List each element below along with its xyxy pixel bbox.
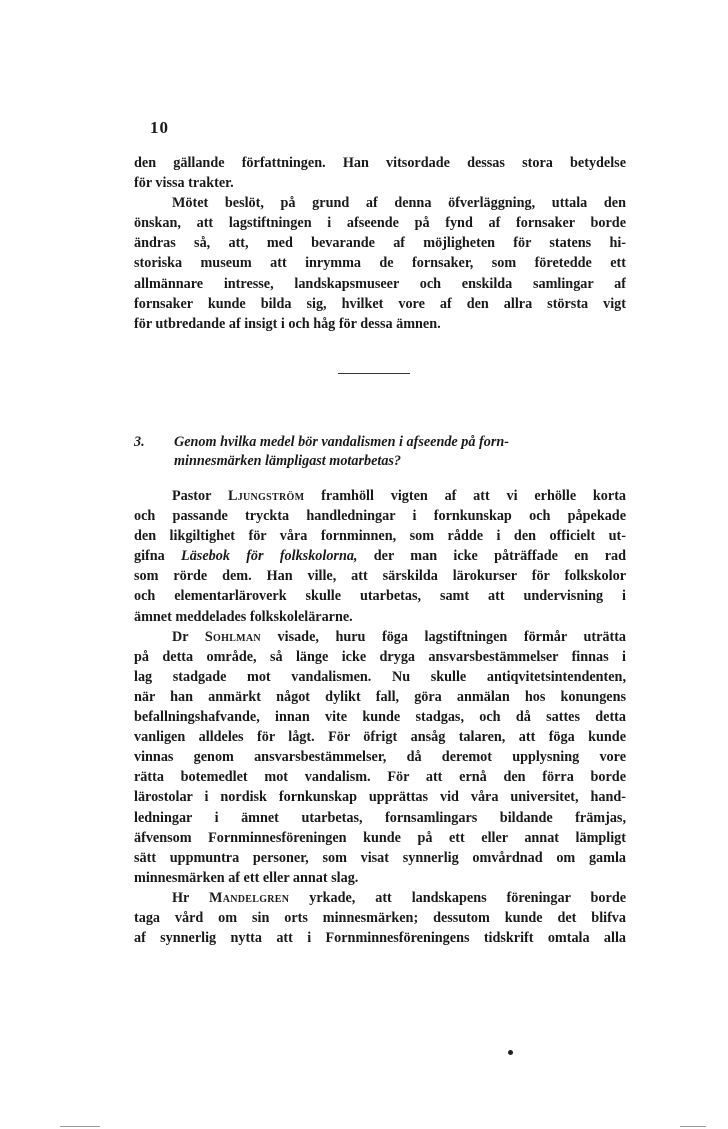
line-rest: yrkade, att landskapens föreningar borde <box>309 889 626 906</box>
ink-dot-mark <box>508 1050 513 1055</box>
paragraph3-first-line <box>134 486 626 506</box>
paragraph4-line: befallningshafvande, innan vite kunde stadgas, och då sattes detta <box>134 709 626 726</box>
paragraph4-line: minnesmärken af ett eller annat slag. <box>134 869 359 886</box>
paragraph2-line: Mötet beslöt, på grund af denna öfverläggning, uttala den <box>172 195 626 212</box>
section-number: 3. <box>134 434 145 450</box>
paragraph2-line: ändras så, att, med bevarande af möjligheten för statens hi- <box>134 235 626 252</box>
paragraph2-line: storiska museum att inrymma de fornsaker, som företedde ett <box>134 255 626 272</box>
speaker-title: Pastor <box>172 488 212 504</box>
paragraph2-line: önskan, att lagstiftningen i afseende på fynd af fornsaker borde <box>134 215 626 232</box>
paragraph4-line: lärostolar i nordisk fornkunskap upprättas vid våra universitet, hand- <box>134 789 626 806</box>
paragraph4-line: när han anmärkt något dylikt fall, göra anmälan hos konungens <box>134 688 626 705</box>
text-block-top <box>134 153 626 334</box>
paragraph4-first-line <box>134 627 626 647</box>
paragraph1-line: den gällande författningen. Han vitsordade dessas stora betydelse <box>134 155 626 171</box>
paragraph3-line: ämnet meddelades folkskolelärarne. <box>134 608 353 625</box>
line-rest: der man icke påträffade en rad <box>373 548 626 565</box>
paragraph2-line: allmännare intresse, landskapsmuseer och enskilda samlingar af <box>134 275 626 292</box>
paragraph4-line: rätta botemedlet mot vandalism. För att ernå den förra borde <box>134 769 626 786</box>
section-divider <box>338 373 410 374</box>
book-title: Läsebok för folkskolorna, <box>181 548 358 565</box>
text-block-bottom <box>134 486 626 948</box>
paragraph4-line: på detta område, så länge icke dryga ansvarsbestämmelser finnas i <box>134 648 626 665</box>
paragraph3-line: och passande tryckta handledningar i fornkunskap och påpekade <box>134 508 626 525</box>
speaker-title: Dr <box>172 628 189 645</box>
paragraph4-line: vanligen alldeles för lågt. För öfrigt ansåg talaren, att föga kunde <box>134 729 626 746</box>
paragraph4-line: ledningar i ämnet utarbetas, fornsamlingars bildande främjas, <box>134 809 626 826</box>
section-heading-line: minnesmärken lämpligast motarbetas? <box>174 453 402 469</box>
paragraph3-line: den likgiltighet för våra fornminnen, som rådde i den officielt ut- <box>134 528 626 545</box>
paragraph3-line: som rörde dem. Han ville, att särskilda lärokurser för folkskolor <box>134 568 626 585</box>
paragraph4-line: lag stadgade mot vandalismen. Nu skulle antiqvitetsintendenten, <box>134 668 626 685</box>
scan-edge-mark <box>60 1126 100 1127</box>
paragraph4-line: sätt uppmuntra personer, som visat synnerlig omvårdnad om gamla <box>134 849 626 866</box>
paragraph4-line: vinnas genom ansvarsbestämmelser, då deremot upplysning vore <box>134 749 626 766</box>
paragraph2-line: fornsaker kunde bilda sig, hvilket vore af den allra största vigt <box>134 295 626 312</box>
paragraph2-line: för utbredande af insigt i och håg för dessa ämnen. <box>134 315 441 332</box>
speaker-name: Sohlman <box>204 628 261 645</box>
line-rest: framhöll vigten af att vi erhölle korta <box>321 488 626 504</box>
scan-edge-mark <box>680 1126 706 1127</box>
speaker-name: Ljungström <box>227 488 305 504</box>
paragraph5-first-line <box>134 888 626 908</box>
speaker-title: Hr <box>172 889 190 906</box>
paragraph1-line: för vissa trakter. <box>134 175 234 192</box>
paragraph4-line: äfvensom Fornminnesföreningen kunde på ett eller annat lämpligt <box>134 829 626 846</box>
line-start: gifna <box>134 548 165 565</box>
line-rest: visade, huru föga lagstiftningen förmår uträtta <box>277 628 626 645</box>
paragraph5-line: taga vård om sin orts minnesmärken; dessutom kunde det blifva <box>134 909 626 926</box>
speaker-name: Mandelgren <box>209 889 290 906</box>
page-number: 10 <box>150 118 169 137</box>
section-heading-line: Genom hvilka medel bör vandalismen i afseende på forn- <box>174 434 509 450</box>
paragraph3-line: och elementarläroverk skulle utarbetas, samt att undervisning i <box>134 588 626 605</box>
paragraph3-line <box>134 546 626 566</box>
paragraph5-line: af synnerlig nytta att i Fornminnesföreningens tidskrift omtala alla <box>134 930 626 947</box>
